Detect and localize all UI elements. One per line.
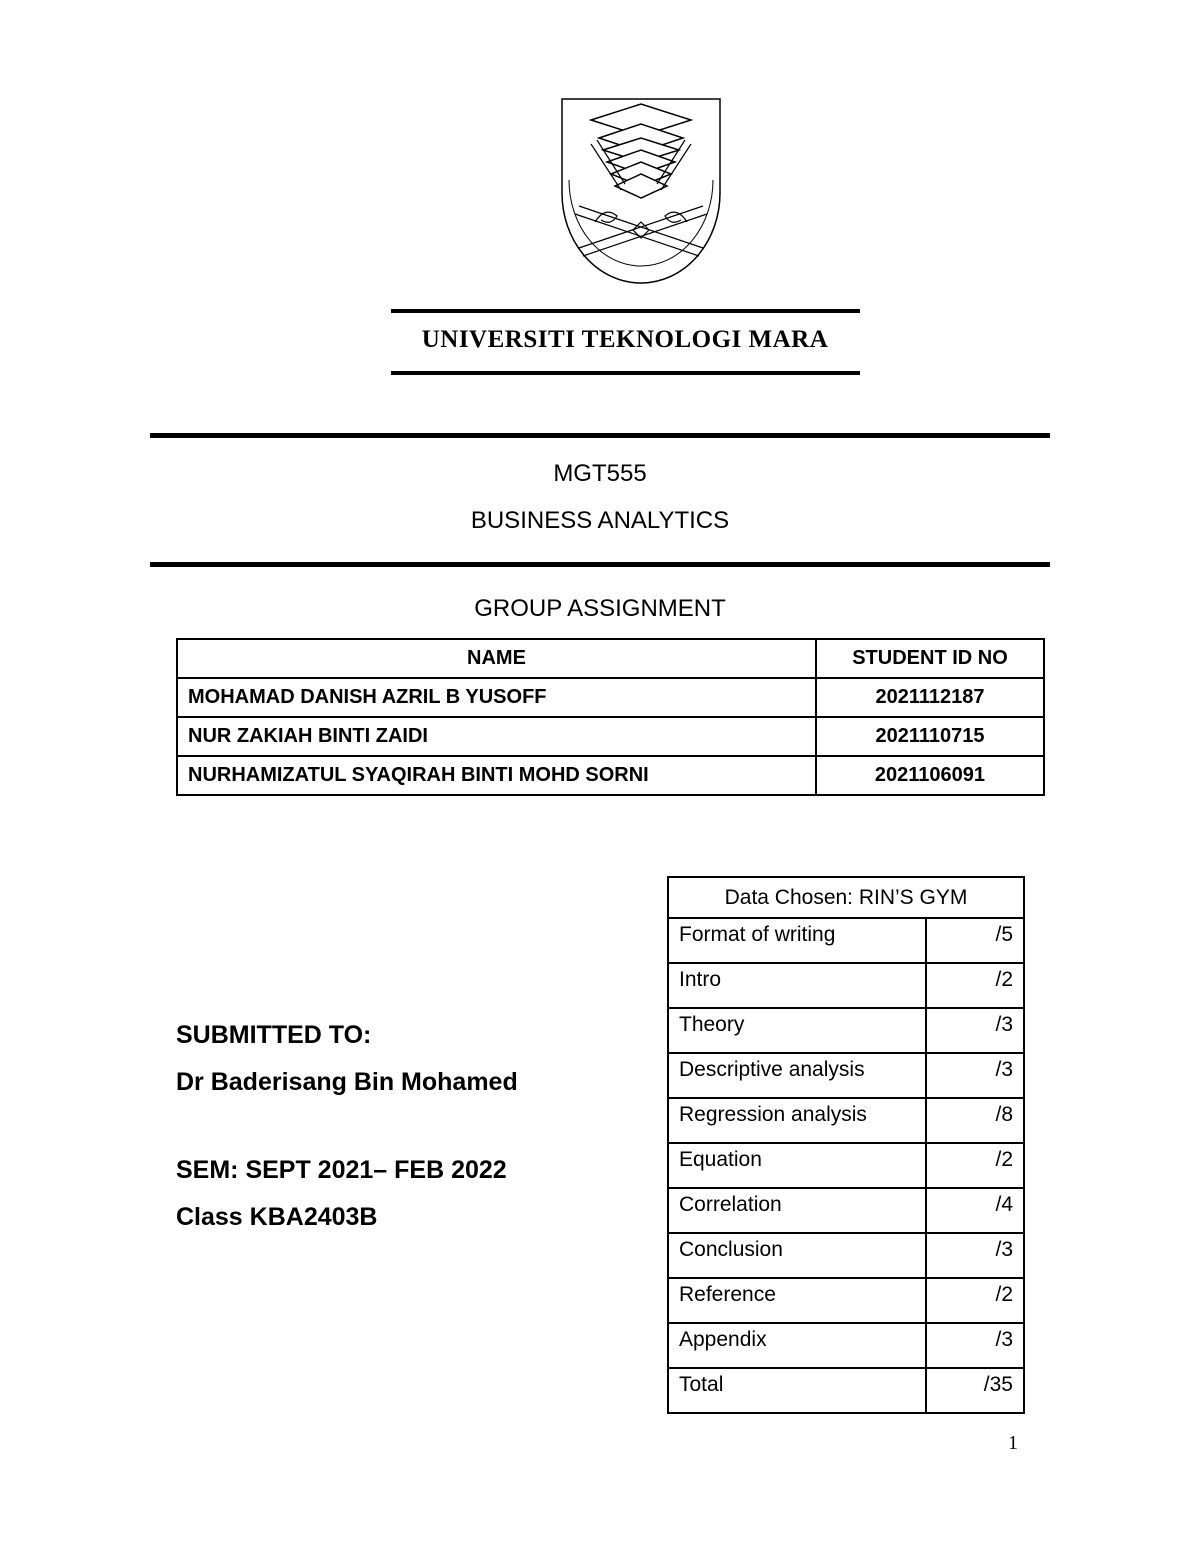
lecturer-name: Dr Baderisang Bin Mohamed (176, 1068, 518, 1096)
rubric-mark: /2 (926, 963, 1024, 1008)
rubric-row (668, 1278, 1024, 1323)
rubric-item: Total (668, 1368, 926, 1413)
course-rule-top (150, 433, 1050, 438)
course-code: MGT555 (553, 460, 647, 487)
rubric-mark: /3 (926, 1323, 1024, 1368)
rubric-item: Theory (668, 1008, 926, 1053)
course-rule-bottom (150, 562, 1050, 567)
rubric-row (668, 1098, 1024, 1143)
column-header-student-id: STUDENT ID NO (816, 639, 1044, 678)
column-header-name: NAME (177, 639, 816, 678)
rubric-header: Data Chosen: RIN’S GYM (668, 877, 1024, 918)
class-code: Class KBA2403B (176, 1203, 378, 1231)
rubric-mark: /3 (926, 1008, 1024, 1053)
rubric-mark: /2 (926, 1143, 1024, 1188)
semester: SEM: SEPT 2021– FEB 2022 (176, 1156, 507, 1184)
rubric-mark: /35 (926, 1368, 1024, 1413)
rubric-item: Format of writing (668, 918, 926, 963)
member-id: 2021110715 (816, 717, 1044, 756)
rubric-row (668, 1233, 1024, 1278)
member-id: 2021106091 (816, 756, 1044, 795)
page-number: 1 (1008, 1432, 1018, 1454)
rubric-header-row (668, 877, 1024, 918)
member-name: NUR ZAKIAH BINTI ZAIDI (177, 717, 816, 756)
table-row (177, 756, 1044, 795)
rubric-item: Appendix (668, 1323, 926, 1368)
rubric-table (667, 876, 1025, 1414)
rubric-item: Intro (668, 963, 926, 1008)
rubric-mark: /2 (926, 1278, 1024, 1323)
course-name: BUSINESS ANALYTICS (470, 507, 730, 534)
rubric-mark: /3 (926, 1053, 1024, 1098)
rubric-row (668, 1143, 1024, 1188)
rubric-row (668, 1053, 1024, 1098)
university-crest-icon (561, 98, 721, 286)
rubric-mark: /4 (926, 1188, 1024, 1233)
member-name: NURHAMIZATUL SYAQIRAH BINTI MOHD SORNI (177, 756, 816, 795)
rubric-mark: /5 (926, 918, 1024, 963)
rubric-item: Correlation (668, 1188, 926, 1233)
member-name: MOHAMAD DANISH AZRIL B YUSOFF (177, 678, 816, 717)
rubric-row (668, 1323, 1024, 1368)
title-rule-top (391, 309, 860, 313)
rubric-row (668, 918, 1024, 963)
member-id: 2021112187 (816, 678, 1044, 717)
rubric-row (668, 963, 1024, 1008)
university-name: UNIVERSITI TEKNOLOGI MARA (421, 326, 829, 353)
rubric-mark: /8 (926, 1098, 1024, 1143)
rubric-item: Equation (668, 1143, 926, 1188)
assignment-type: GROUP ASSIGNMENT (474, 595, 726, 622)
title-rule-bottom (391, 371, 860, 375)
rubric-row (668, 1008, 1024, 1053)
rubric-item: Regression analysis (668, 1098, 926, 1143)
rubric-item: Reference (668, 1278, 926, 1323)
rubric-row (668, 1188, 1024, 1233)
rubric-item: Conclusion (668, 1233, 926, 1278)
submitted-to-label: SUBMITTED TO: (176, 1021, 372, 1049)
table-header-row (177, 639, 1044, 678)
rubric-total-row (668, 1368, 1024, 1413)
rubric-item: Descriptive analysis (668, 1053, 926, 1098)
table-row (177, 717, 1044, 756)
table-row (177, 678, 1044, 717)
members-table (176, 638, 1045, 796)
rubric-mark: /3 (926, 1233, 1024, 1278)
